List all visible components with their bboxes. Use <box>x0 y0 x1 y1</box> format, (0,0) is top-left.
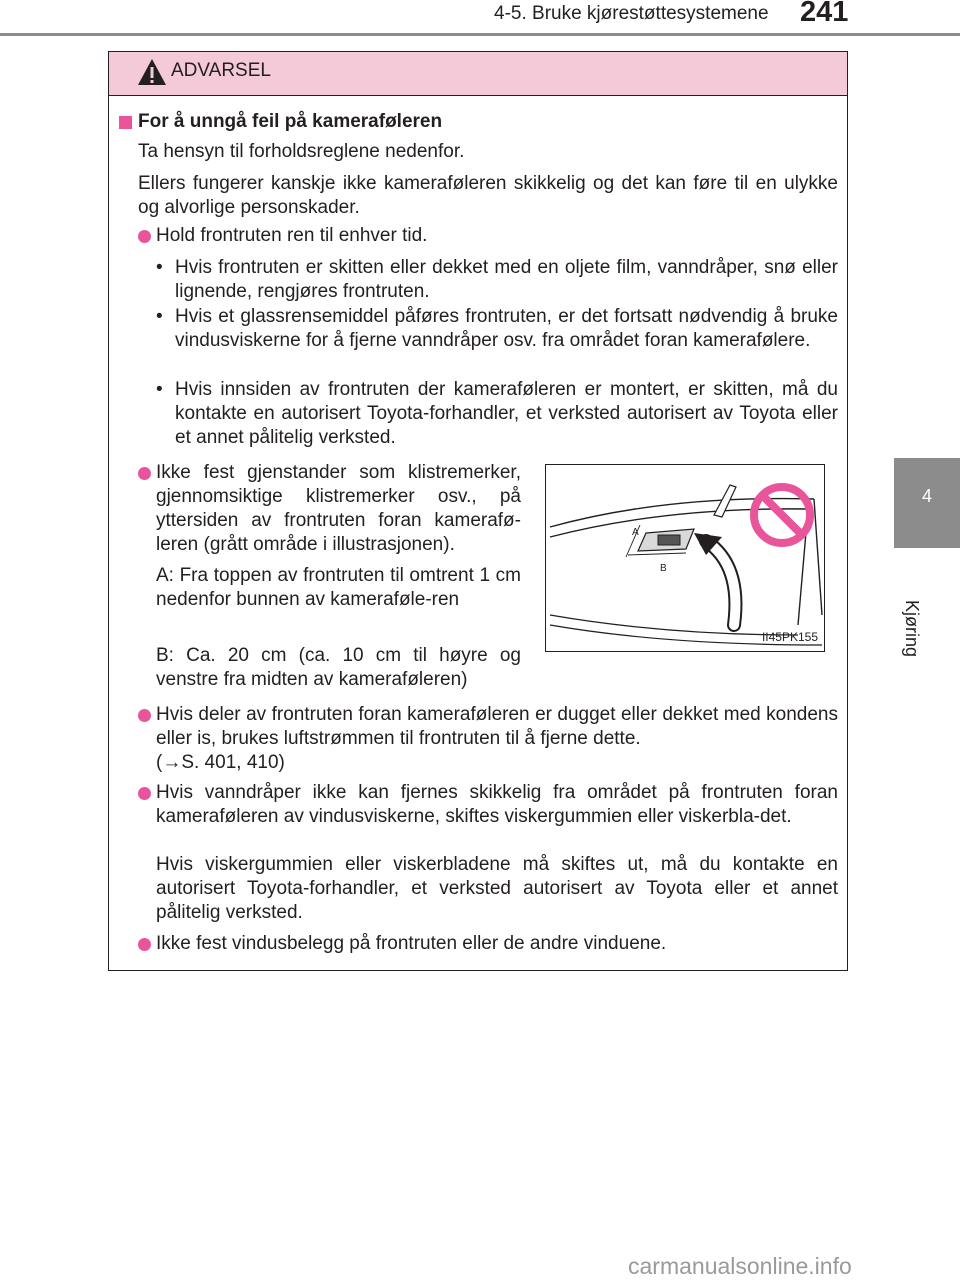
header-rule <box>0 33 960 36</box>
label-b: B <box>660 563 667 574</box>
sub-bullet-inside: Hvis innsiden av frontruten der kameraføleren er montert, er skitten, må du kontakte en autorisert Toyota-forhandler, et verksted autorisert av Toyota eller et annet pålitelig verksted. <box>175 379 838 448</box>
chapter-label-container <box>872 560 942 680</box>
windshield-drawing <box>546 465 824 651</box>
label-a: A <box>632 527 639 538</box>
warning-consequence: Ellers fungerer kanskje ikke kameraføleren skikkelig og det kan føre til en ulykke og alvorlige personskader. <box>138 173 838 218</box>
watermark: carmanualsonline.info <box>628 1253 852 1279</box>
sub-bullet-cleaner: Hvis et glassrensemiddel påføres frontruten, er det fortsatt nødvendig å bruke vindusviskerne for å fjerne vanndråper osv. fra området foran kamerafølere. <box>175 306 838 351</box>
sub-bullet-dot: • <box>156 306 163 327</box>
windshield-illustration <box>545 464 825 652</box>
sub-bullet-dot: • <box>156 379 163 400</box>
bullet-icon <box>138 787 151 800</box>
bullet-wiper-replace: Hvis viskergummien eller viskerbladene må skiftes ut, må du kontakte en autorisert Toyota-forhandler, et verksted autorisert av Toyota eller et annet pålitelig verksted. <box>156 854 838 923</box>
bullet-icon <box>138 709 151 722</box>
note-a: A: Fra toppen av frontruten til omtrent 1 cm nedenfor bunnen av kameraføle-ren <box>156 565 521 610</box>
bullet-icon <box>138 938 151 951</box>
bullet-clean-windshield: Hold frontruten ren til enhver tid. <box>156 225 428 246</box>
warning-box <box>108 51 848 971</box>
bullet-icon <box>138 467 151 480</box>
chapter-tab[interactable] <box>894 458 960 548</box>
page-header <box>0 0 960 40</box>
bullet-fogged-ref: (→S. 401, 410) <box>156 752 285 773</box>
bullet-no-film: Ikke fest vindusbelegg på frontruten eller de andre vinduene. <box>156 933 667 954</box>
heading-square-icon <box>119 116 132 129</box>
bullet-wiper-blades: Hvis vanndråper ikke kan fjernes skikkelig fra området på frontruten foran kameraføleren av vindusviskerne, skiftes viskergummien eller viskerbla-det. <box>156 782 838 827</box>
chapter-label: Kjøring <box>902 600 922 658</box>
note-b: B: Ca. 20 cm (ca. 10 cm til høyre og venstre fra midten av kameraføleren) <box>156 645 521 690</box>
illustration-code: II45PK155 <box>761 630 818 644</box>
sub-bullet-dot: • <box>156 257 163 278</box>
bullet-icon <box>138 230 151 243</box>
page-number: 241 <box>800 0 849 28</box>
warning-intro: Ta hensyn til forholdsreglene nedenfor. <box>138 141 465 162</box>
warning-heading: For å unngå feil på kameraføleren <box>138 111 443 132</box>
warning-title: ADVARSEL <box>171 60 271 81</box>
section-title: 4-5. Bruke kjørestøttesystemene <box>494 3 769 24</box>
chapter-number: 4 <box>921 486 932 506</box>
sub-bullet-dirty: Hvis frontruten er skitten eller dekket med en oljete film, vanndråper, snø eller lignende, rengjøres frontruten. <box>175 257 838 302</box>
bullet-fogged: Hvis deler av frontruten foran kameraføleren er dugget eller dekket med kondens eller is, brukes luftstrømmen til frontruten til å fjerne dette. <box>156 704 838 749</box>
bullet-no-stickers: Ikke fest gjenstander som klistremerker, gjennomsiktige klistremerker osv., på yttersiden av frontruten foran kamerafø-leren (grått område i illustrasjonen). <box>156 462 521 555</box>
